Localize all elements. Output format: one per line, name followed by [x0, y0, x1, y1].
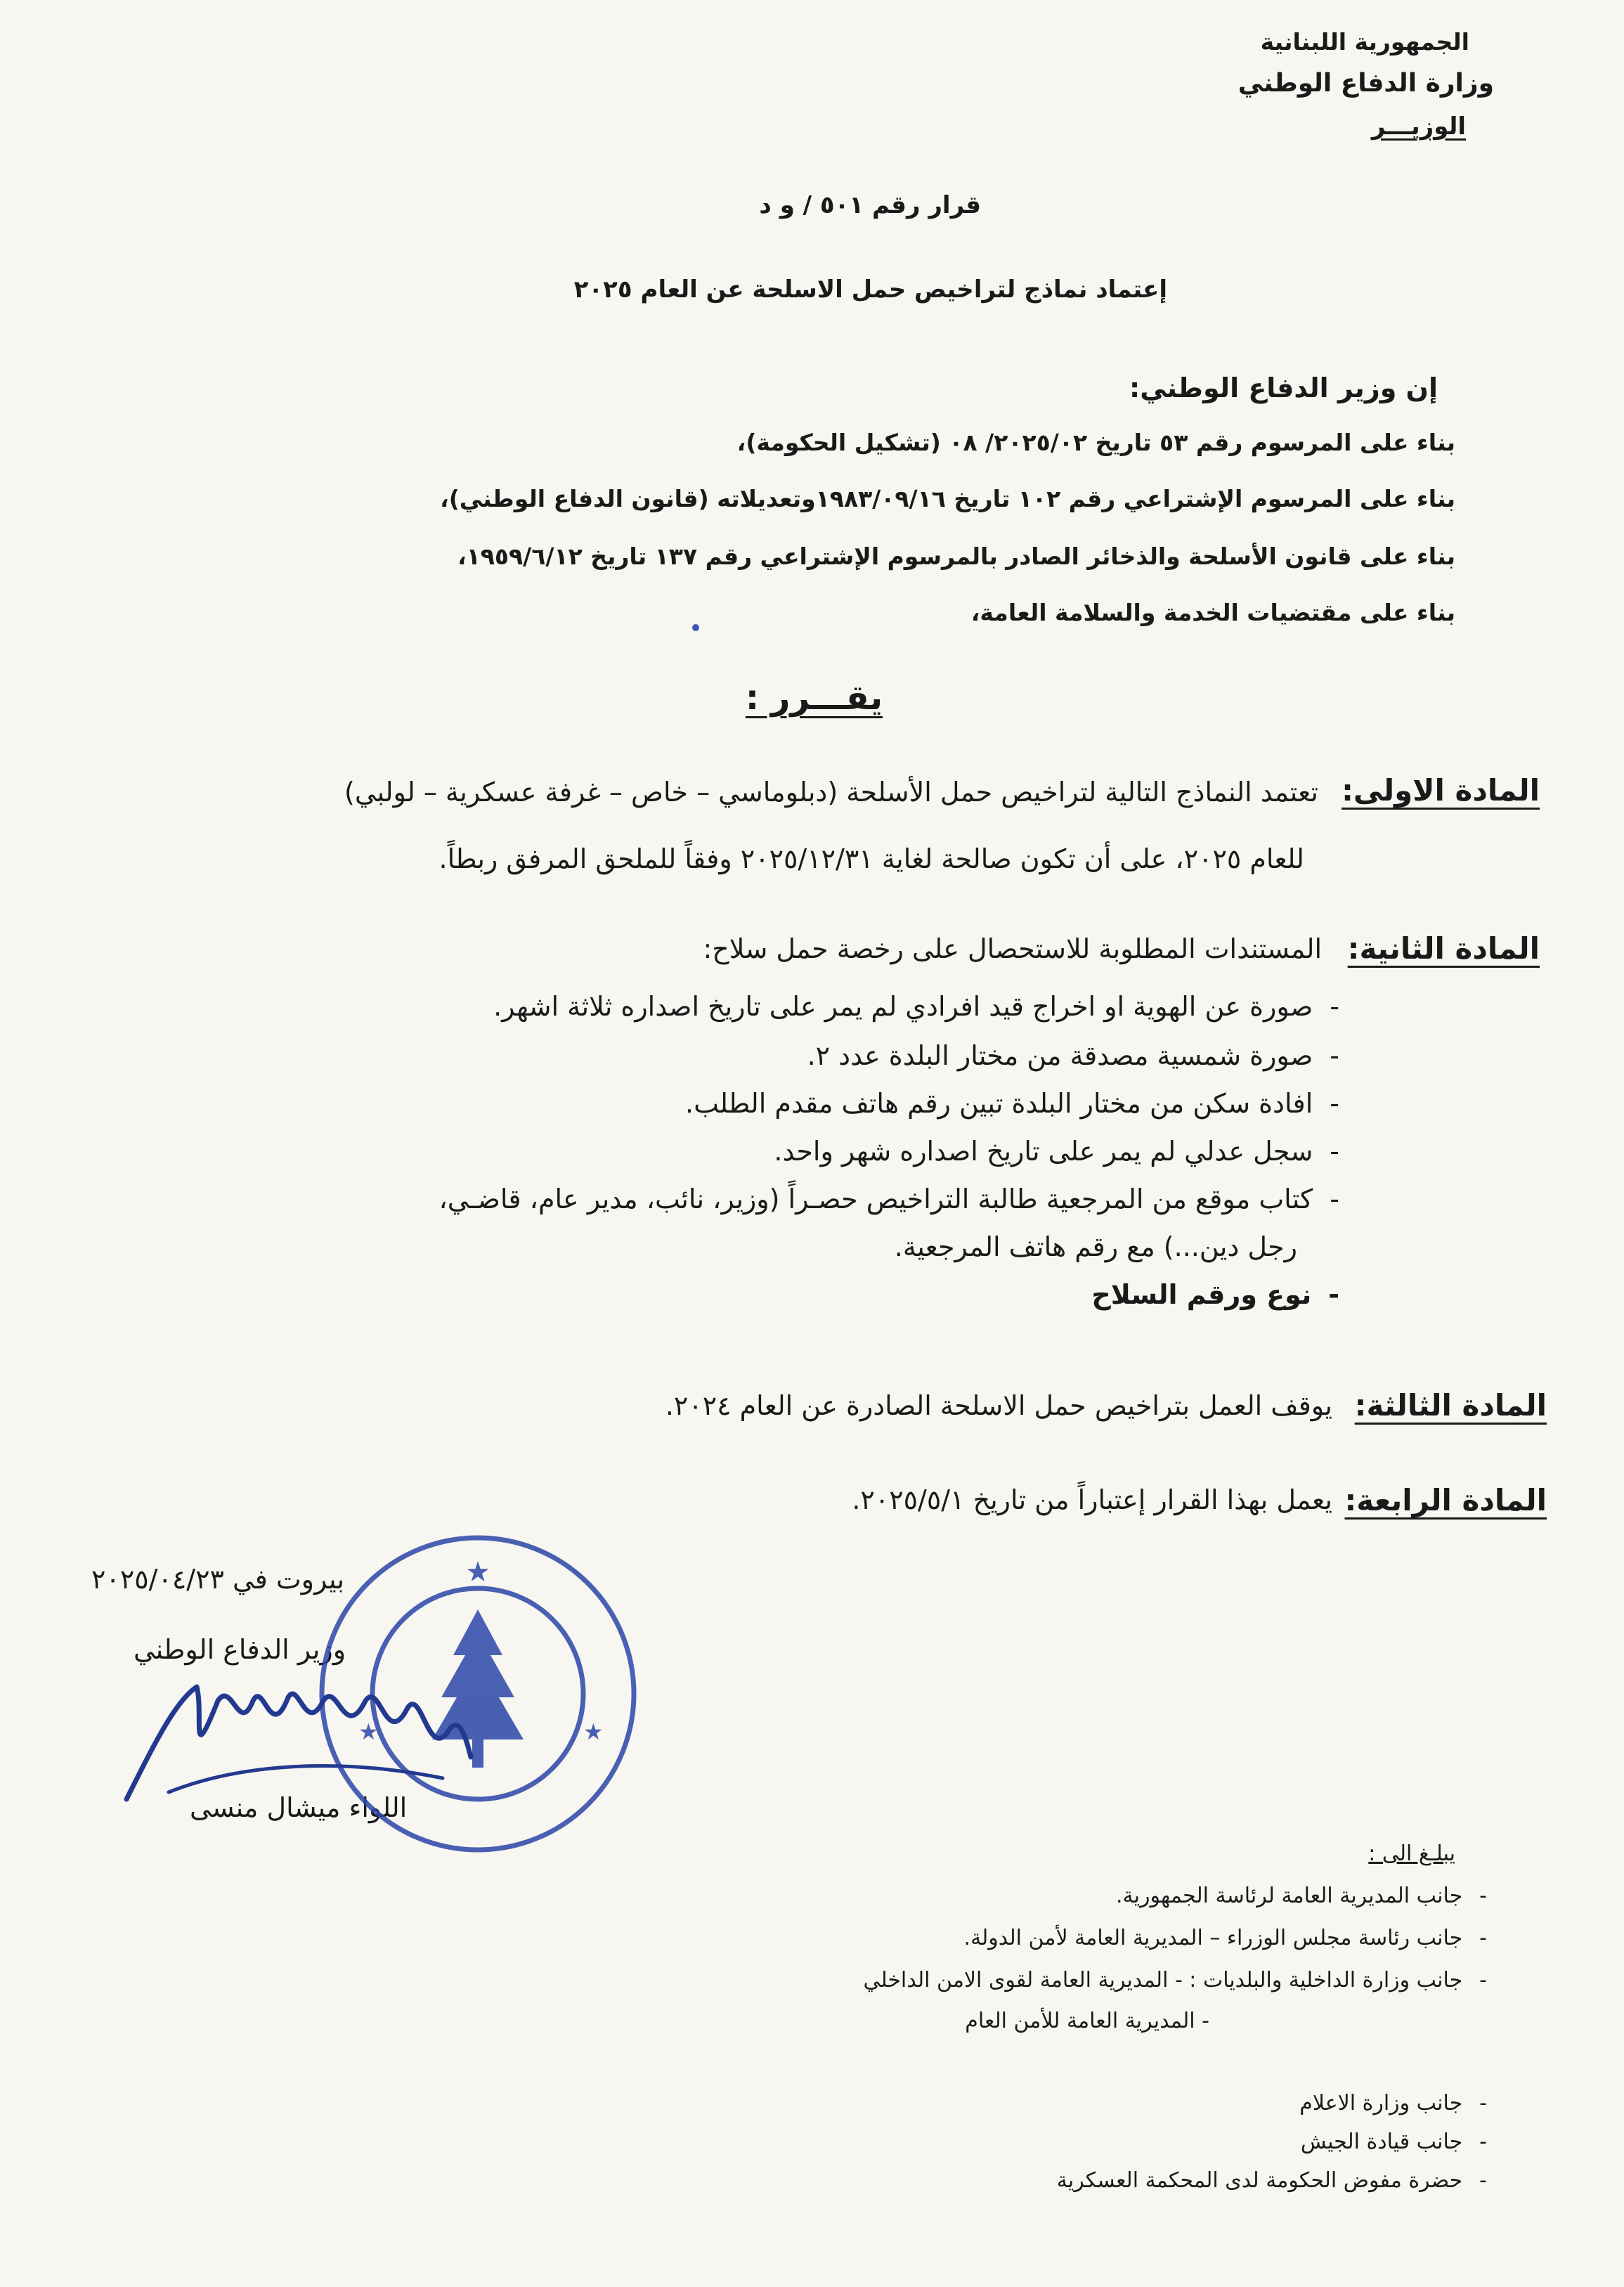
decision-title: إعتماد نماذج لتراخيص حمل الاسلحة عن العام ٢٠٢٥ — [573, 276, 1167, 304]
header-ministry: وزارة الدفاع الوطني — [1238, 69, 1494, 98]
svg-text:★: ★ — [465, 1556, 491, 1588]
svg-text:★: ★ — [583, 1718, 604, 1745]
article-4-label: المادة الرابعة: — [1344, 1483, 1547, 1517]
header-minister: الوزيـــر — [1371, 112, 1466, 141]
distribution-item: -جانب وزارة الاعلام — [1299, 2091, 1487, 2116]
article-3-label: المادة الثالثة: — [1354, 1388, 1547, 1423]
required-document-item: -نوع ورقم السلاح — [1091, 1279, 1339, 1310]
signatory-name: اللواء ميشال منسى — [190, 1792, 408, 1823]
required-document-item: -صورة شمسية مصدقة من مختار البلدة عدد ٢. — [807, 1040, 1339, 1071]
distribution-title-visible: يبلـغ الى : — [1368, 1841, 1455, 1866]
required-document-item: -سجل عدلي لم يمر على تاريخ اصداره شهر واحد. — [774, 1136, 1339, 1167]
article-1-label: المادة الاولى: — [1342, 773, 1540, 808]
distribution-item: -جانب قيادة الجيش — [1300, 2130, 1487, 2154]
preamble-item: بناء على المرسوم رقم ٥٣ تاريخ ٢٠٢٥/٠٢/ ٠٨ (تشكيل الحكومة)، — [736, 429, 1455, 456]
article-1-line1: تعتمد النماذج التالية لتراخيص حمل الأسلحة (دبلوماسي – خاص – غرفة عسكرية – لولبي) — [344, 777, 1318, 808]
required-document-item: -كتاب موقع من المرجعية طالبة التراخيص حصـراً (وزير، نائب، مدير عام، قاضـي، — [439, 1184, 1339, 1214]
article-4-text: يعمل بهذا القرار إعتباراً من تاريخ ٢٠٢٥/٥/١. — [852, 1484, 1332, 1515]
distribution-item: -حضرة مفوض الحكومة لدى المحكمة العسكرية — [1056, 2168, 1487, 2193]
ink-dot — [692, 624, 699, 631]
header-republic: الجمهورية اللبنانية — [1260, 28, 1469, 56]
distribution-subitem: - المديرية العامة للأمن العام — [965, 2009, 1209, 2033]
preamble-item: بناء على مقتضيات الخدمة والسلامة العامة، — [970, 599, 1455, 626]
distribution-item: -جانب رئاسة مجلس الوزراء – المديرية العامة لأمن الدولة. — [963, 1926, 1487, 1950]
decision-number: قرار رقم ٥٠١ / و د — [759, 191, 981, 219]
article-2-label: المادة الثانية: — [1347, 931, 1540, 966]
article-3-text: يوقف العمل بتراخيص حمل الاسلحة الصادرة عن العام ٢٠٢٤. — [665, 1390, 1332, 1421]
decides-heading: يقـــرر : — [745, 678, 883, 718]
preamble-item: بناء على قانون الأسلحة والذخائر الصادر بالمرسوم الإشتراعي رقم ١٣٧ تاريخ ١٩٥٩/٦/١٢، — [457, 543, 1455, 570]
required-document-item: -صورة عن الهوية او اخراج قيد افرادي لم يمر على تاريخ اصداره ثلاثة اشهر. — [493, 991, 1339, 1022]
preamble-item: بناء على المرسوم الإشتراعي رقم ١٠٢ تاريخ ١٩٨٣/٠٩/١٦وتعديلاته (قانون الدفاع الوطني)، — [440, 485, 1455, 512]
required-document-continuation: رجل دين...) مع رقم هاتف المرجعية. — [894, 1231, 1297, 1262]
handwritten-signature — [112, 1659, 478, 1827]
article-1-line2: للعام ٢٠٢٥، على أن تكون صالحة لغاية ٢٠٢٥/١٢/٣١ وفقاً للملحق المرفق ربطاً. — [439, 843, 1304, 874]
preamble-intro: إن وزير الدفاع الوطني: — [1129, 372, 1438, 403]
signature-title: وزير الدفاع الوطني — [134, 1634, 346, 1665]
distribution-item: -جانب وزارة الداخلية والبلديات : - المديرية العامة لقوى الامن الداخلي — [863, 1968, 1487, 1993]
article-2-text: المستندات المطلوبة للاستحصال على رخصة حمل سلاح: — [703, 933, 1322, 964]
svg-text:★: ★ — [358, 1718, 379, 1745]
distribution-item: -جانب المديرية العامة لرئاسة الجمهورية. — [1116, 1884, 1487, 1908]
signature-place-date: بيروت في ٢٠٢٥/٠٤/٢٣ — [91, 1564, 345, 1595]
required-document-item: -افادة سكن من مختار البلدة تبين رقم هاتف مقدم الطلب. — [684, 1088, 1339, 1119]
